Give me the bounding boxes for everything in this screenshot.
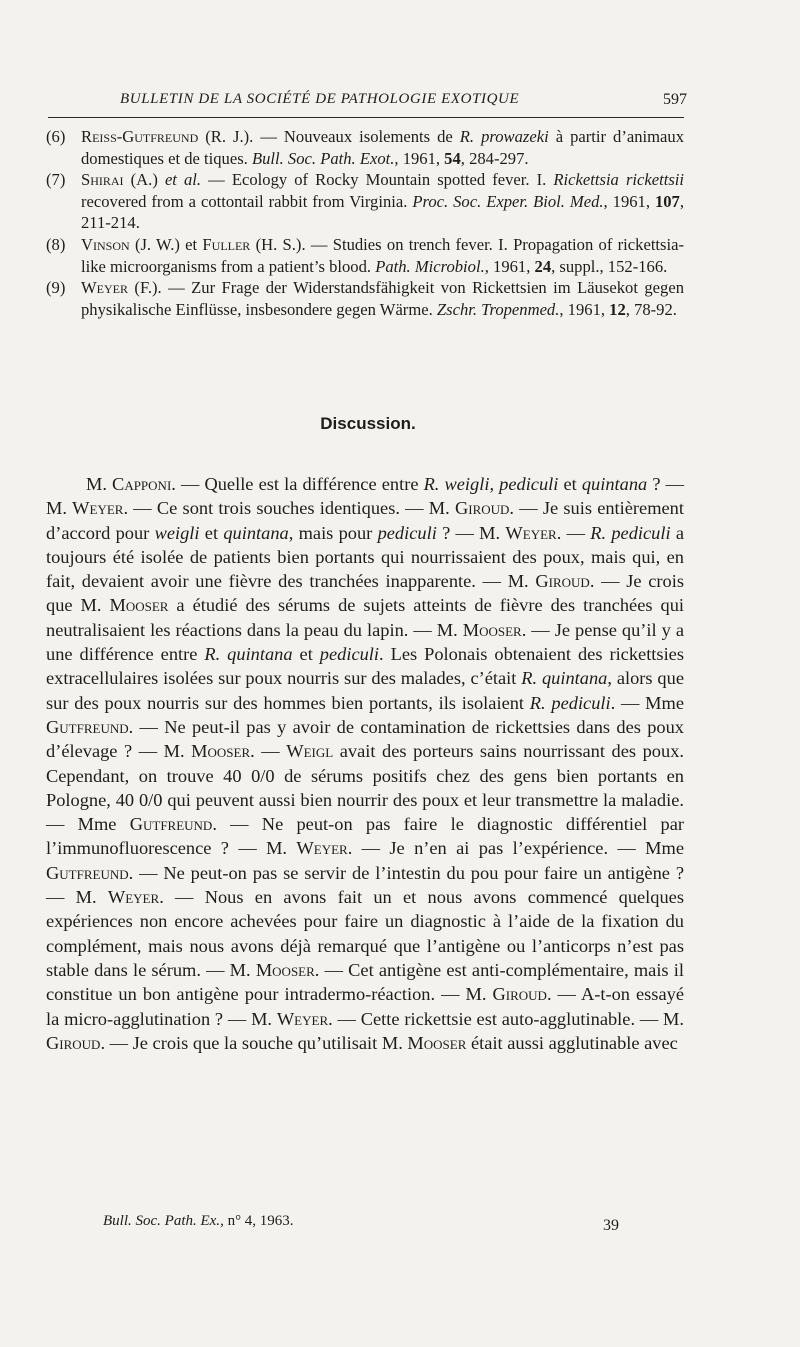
- discussion-text: . — Ne peut-on pas faire le diagnostic différentiel par l’immunofluorescence ? — M.: [46, 814, 685, 859]
- page-number: 597: [663, 91, 687, 108]
- reference-author: Vinson: [81, 234, 130, 254]
- reference-species: R. prowazeki: [459, 127, 549, 146]
- speaker-name: Mooser: [109, 595, 169, 616]
- discussion-text: . — Je crois que la souche qu’utilisait M.: [100, 1032, 408, 1053]
- discussion-text: . — Cet antigène est anti-complémentaire, mais il constitue un bon antigène pour intradermo-réaction. — M.: [46, 959, 684, 1005]
- reference-7: [46, 169, 684, 234]
- reference-text: (F.). — Zur Frage der Widerstandsfähigkeit von Rickettsien im Läusekot gegen physikalische Einflüsse, insbesondere gegen Wärme.: [81, 278, 684, 319]
- reference-author: Shirai: [81, 170, 124, 190]
- discussion-text: . — Quelle est la différence entre: [171, 474, 424, 494]
- speaker-name: Weyer: [505, 522, 557, 543]
- italic-term: R. quintana: [521, 668, 608, 689]
- header-rule: [48, 117, 684, 118]
- speaker-name: Mooser: [462, 619, 522, 640]
- discussion-text: . —: [250, 741, 287, 762]
- discussion-text: . — Je n’en ai pas l’expérience. — Mme: [347, 838, 684, 859]
- italic-term: R. weigli, pediculi: [423, 474, 559, 494]
- speaker-name: Giroud: [454, 498, 510, 519]
- reference-pages: , 211-214.: [81, 191, 684, 233]
- speaker-name: Mooser: [255, 959, 315, 980]
- reference-species: Rickettsia rickettsii: [553, 170, 685, 190]
- reference-journal: Zschr. Tropenmed.: [436, 299, 560, 319]
- italic-term: pediculi: [377, 522, 437, 543]
- signature-mark: 39: [603, 1217, 619, 1234]
- discussion-text: . — Nous en avons fait un et nous avons commencé quelques expériences non encore achevées pour faire un diagnostic à l’aide de la fixation du complément, mais nous avons déjà remarqué que l’antigène ou l’anticorps n’est pas stable dans le sérum. — M.: [46, 887, 684, 980]
- reference-text: (R. J.). — Nouveaux isolements de: [198, 127, 460, 146]
- discussion-text: . — A-t-on essayé la micro-agglutination ? — M.: [46, 984, 684, 1029]
- reference-text: , 1961,: [394, 148, 445, 168]
- reference-text: — Ecology of Rocky Mountain spotted fever. I.: [201, 170, 554, 190]
- discussion-text: était aussi agglutinable avec: [466, 1032, 678, 1053]
- reference-text: , 1961,: [484, 256, 535, 276]
- reference-number: (6): [46, 127, 66, 146]
- reference-6: [46, 126, 684, 169]
- speaker-name: Gutfreund: [129, 814, 213, 835]
- discussion-text: ? — M.: [436, 522, 506, 543]
- reference-number: (8): [46, 234, 66, 254]
- speaker-name: Weyer: [276, 1008, 329, 1029]
- reference-journal: Bull. Soc. Path. Exot.: [251, 148, 395, 168]
- footer-citation: [103, 1213, 294, 1230]
- reference-author: Fuller: [202, 234, 251, 254]
- reference-list: [46, 126, 684, 320]
- discussion-text: a étudié des sérums de sujets atteints de fièvre des tranchées qui neutralisaient les réactions dans la peau du lapin. — M.: [46, 595, 684, 640]
- discussion-text: M.: [86, 474, 113, 494]
- discussion-text: a toujours été isolée de patients bien portants qui nourrissaient des poux, mais qui, en fait, devaient avoir une fièvre des tranchées inapparente. — M.: [46, 522, 685, 592]
- discussion-text: ? — M.: [46, 474, 685, 519]
- reference-number: (7): [46, 170, 66, 190]
- reference-pages: , 78-92.: [625, 299, 677, 319]
- italic-term: R. pediculi: [590, 522, 671, 543]
- discussion-text: et: [558, 474, 582, 494]
- discussion-text: . — Ne peut-il pas y avoir de contamination de rickettsies dans des poux d’élevage ? — M.: [46, 716, 684, 762]
- speaker-name: Giroud: [492, 984, 547, 1005]
- discussion-text: . Les Polonais obtenaient des rickettsies extracellulaires isolées sur poux nourris sur des malades, c’était: [46, 644, 685, 689]
- discussion-text: . — Ne peut-on pas se servir de l’intestin du pou pour faire un antigène ? — M.: [46, 862, 684, 908]
- speaker-name: Weyer: [72, 498, 124, 519]
- reference-etal: et al.: [164, 170, 202, 190]
- reference-journal: Path. Microbiol.: [375, 256, 485, 276]
- discussion-text: . — Je suis entièrement d’accord pour: [46, 498, 684, 543]
- discussion-text: et: [292, 644, 320, 665]
- speaker-name: Weyer: [296, 838, 348, 859]
- reference-journal: Proc. Soc. Exper. Biol. Med.: [412, 191, 604, 211]
- footer-issue: , n° 4, 1963.: [220, 1213, 294, 1229]
- italic-term: pediculi: [319, 644, 380, 665]
- discussion-text: avait des porteurs sains nourrissant des poux. Cependant, on trouve 40 0/0 de sérums positifs chez des gens bien portants en Pologne, 40 0/0 qui peuvent aussi bien nourrir des poux et leur transmettre la maladie. — Mme: [46, 741, 684, 835]
- speaker-name: Gutfreund: [46, 716, 129, 737]
- discussion-paragraph: [46, 472, 684, 1055]
- discussion-text: , mais pour: [288, 522, 378, 543]
- reference-pages: , suppl., 152-166.: [551, 256, 668, 276]
- running-head: BULLETIN DE LA SOCIÉTÉ DE PATHOLOGIE EXOTIQUE: [120, 91, 520, 107]
- discussion-text: et: [199, 522, 224, 543]
- reference-text: recovered from a cottontail rabbit from Virginia.: [81, 191, 413, 211]
- speaker-name: Weyer: [107, 887, 160, 908]
- speaker-name: Giroud: [46, 1032, 101, 1053]
- speaker-name: Mooser: [191, 741, 251, 762]
- discussion-text: . —: [556, 522, 591, 543]
- discussion-text: . — Je crois que M.: [46, 571, 684, 616]
- section-title: Discussion.: [320, 414, 416, 433]
- reference-8: [46, 234, 684, 277]
- reference-text: , 1961,: [559, 299, 610, 319]
- reference-text: , 1961,: [603, 191, 655, 211]
- italic-term: quintana: [581, 474, 648, 494]
- italic-term: weigli: [154, 522, 200, 543]
- discussion-text: . — Je pense qu’il y a une différence entre: [46, 619, 684, 665]
- discussion-text: . — Cette rickettsie est auto-agglutinable. — M.: [328, 1008, 684, 1029]
- reference-author: Reiss-Gutfreund: [81, 127, 199, 146]
- reference-text: à partir d’animaux domestiques et de tiques.: [81, 127, 684, 168]
- discussion-text: , alors que sur des poux nourris sur des hommes bien portants, ils isolaient: [46, 668, 684, 713]
- reference-volume: 24: [534, 256, 552, 276]
- speaker-name: Mooser: [407, 1032, 467, 1053]
- italic-term: R. quintana: [204, 644, 293, 665]
- discussion-text: . — Mme: [610, 692, 684, 713]
- reference-text: (J. W.) et: [129, 234, 203, 254]
- speaker-name: Gutfreund: [46, 862, 129, 883]
- speaker-name: Giroud: [535, 571, 590, 592]
- italic-term: R. pediculi: [529, 692, 611, 713]
- reference-9: [46, 277, 684, 320]
- reference-text: (H. S.). — Studies on trench fever. I. Propagation of rickettsia-like microorganisms from a patient’s blood.: [81, 234, 684, 276]
- footer-journal: Bull. Soc. Path. Ex.: [103, 1213, 221, 1229]
- reference-author: Weyer: [81, 278, 128, 298]
- reference-number: (9): [46, 278, 66, 298]
- speaker-name: Capponi: [112, 474, 172, 494]
- reference-volume: 12: [609, 299, 626, 319]
- reference-text: (A.): [123, 170, 165, 190]
- reference-volume: 107: [654, 191, 680, 211]
- italic-term: quintana: [223, 522, 289, 543]
- reference-volume: 54: [444, 148, 461, 168]
- discussion-text: . — Ce sont trois souches identiques. — M.: [123, 498, 455, 519]
- speaker-name: Weigl: [286, 741, 334, 762]
- reference-pages: , 284-297.: [460, 148, 529, 168]
